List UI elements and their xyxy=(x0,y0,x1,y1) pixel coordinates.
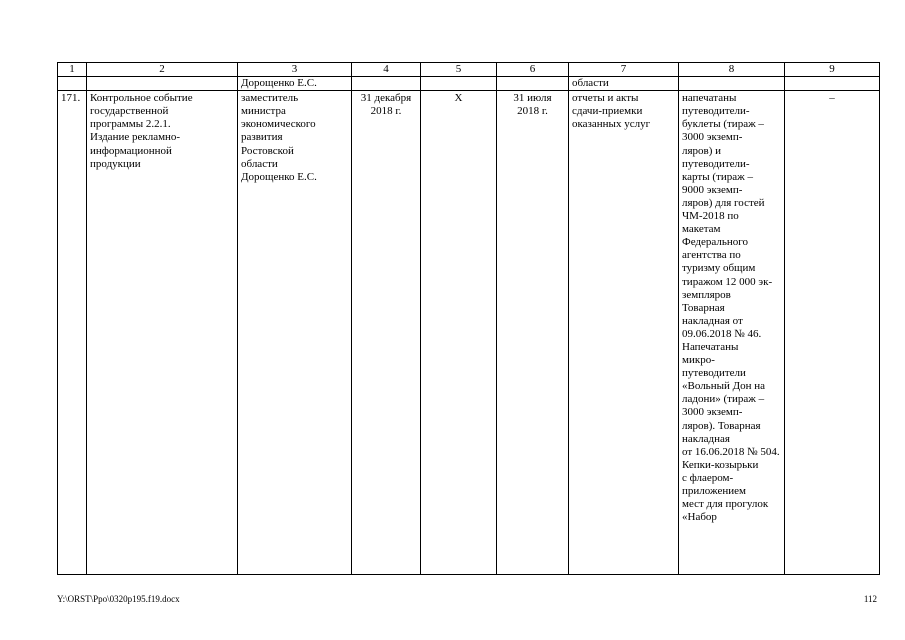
cell-line: 3000 экземп- xyxy=(682,131,743,144)
cell-line: от 16.06.2018 № 504. xyxy=(682,445,780,458)
header-col-1: 1 xyxy=(58,63,87,77)
cell-line: продукции xyxy=(90,157,141,170)
cell-line: Издание рекламно- xyxy=(90,131,181,144)
header-col-5: 5 xyxy=(421,63,497,77)
cell-line: 2018 г. xyxy=(517,105,548,118)
cell-line: министра xyxy=(241,105,286,118)
cell-line: 2018 г. xyxy=(370,105,402,118)
cell-line: агентства по xyxy=(682,249,741,262)
cell xyxy=(497,77,569,91)
header-col-6: 6 xyxy=(497,63,569,77)
cell-line: области xyxy=(241,157,278,170)
cell-line: оказанных услуг xyxy=(572,118,651,131)
cell-line: Федерального xyxy=(682,236,749,249)
header-col-3: 3 xyxy=(238,63,352,77)
cell-line: приложением xyxy=(682,485,746,497)
cell-line: 9000 экземп- xyxy=(682,183,743,196)
cell-line: 09.06.2018 № 46. xyxy=(682,327,762,340)
cell-line: Кепки-козырьки xyxy=(682,458,759,471)
header-row xyxy=(58,63,880,77)
row-number: 171. xyxy=(58,91,87,575)
header-col-7: 7 xyxy=(569,63,679,77)
cell-line: ладони» (тираж – xyxy=(682,393,765,406)
cell xyxy=(421,77,497,91)
footer-file-path: Y:\ORST\Ppo\0320p195.f19.docx xyxy=(57,594,180,604)
cell-line: ляров). Товарная xyxy=(682,419,761,432)
cell-line: 31 декабря xyxy=(360,92,412,105)
cell-line: Напечатаны xyxy=(682,340,739,353)
table-row-continued xyxy=(58,77,880,91)
cell-line: Дорощенко Е.С. xyxy=(241,170,317,183)
cell-line: Ростовской xyxy=(241,144,294,157)
cell-line: государственной xyxy=(90,105,169,118)
footer-page-number: 112 xyxy=(863,594,877,604)
header-col-2: 2 xyxy=(87,63,238,77)
table-row-171 xyxy=(58,91,880,575)
cell-line: «Набор xyxy=(682,511,717,524)
documents-cell xyxy=(569,91,679,575)
main-table xyxy=(57,62,880,575)
cell-line: ляров) для гостей xyxy=(682,196,765,209)
header-col-8: 8 xyxy=(679,63,785,77)
cell-documents-cont: области xyxy=(569,77,679,91)
cell xyxy=(352,77,421,91)
cell xyxy=(785,77,880,91)
header-col-4: 4 xyxy=(352,63,421,77)
result-cell xyxy=(679,91,785,575)
responsible-cell xyxy=(238,91,352,575)
cell-line: ЧМ-2018 по xyxy=(682,210,739,223)
cell-line: напечатаны xyxy=(682,92,737,105)
cell-line: Товарная xyxy=(682,301,725,314)
header-col-9: 9 xyxy=(785,63,880,77)
col5-cell: Х xyxy=(421,91,497,575)
cell-line: земпляров xyxy=(682,288,731,301)
cell-responsible-cont: Дорощенко Е.С. xyxy=(238,77,352,91)
cell-line: мест для прогулок xyxy=(682,498,769,511)
planned-date-cell xyxy=(352,91,421,575)
cell-line: накладная xyxy=(682,432,730,445)
cell-line: туризму общим xyxy=(682,262,756,275)
actual-date-cell xyxy=(497,91,569,575)
cell-line: программы 2.2.1. xyxy=(90,118,171,131)
cell-line: заместитель xyxy=(241,92,299,105)
cell-line: информационной xyxy=(90,144,172,157)
cell-line: отчеты и акты xyxy=(572,92,639,105)
cell-line: накладная от xyxy=(682,314,743,327)
cell-line: экономического xyxy=(241,118,316,131)
cell-line: с флаером- xyxy=(682,471,734,484)
cell-line: макетам xyxy=(682,223,721,236)
cell-line: ляров) и xyxy=(682,144,722,157)
cell-line: развития xyxy=(241,131,283,144)
cell-line: тиражом 12 000 эк- xyxy=(682,275,773,288)
cell xyxy=(58,77,87,91)
cell-line: Контрольное событие xyxy=(90,92,193,105)
cell xyxy=(679,77,785,91)
cell-line: «Вольный Дон на xyxy=(682,380,766,393)
cell-line: 3000 экземп- xyxy=(682,406,743,419)
event-cell xyxy=(87,91,238,575)
cell-line: путеводители- xyxy=(682,105,750,118)
cell-line: сдачи-приемки xyxy=(572,105,643,118)
cell xyxy=(87,77,238,91)
cell-line: микро- xyxy=(682,354,715,367)
cell-line: карты (тираж – xyxy=(682,170,753,183)
cell-line: путеводители- xyxy=(682,157,750,170)
cell-line: 31 июля xyxy=(513,92,552,105)
note-cell: – xyxy=(785,91,880,575)
cell-line: буклеты (тираж – xyxy=(682,118,764,131)
cell-line: путеводители xyxy=(682,367,746,380)
